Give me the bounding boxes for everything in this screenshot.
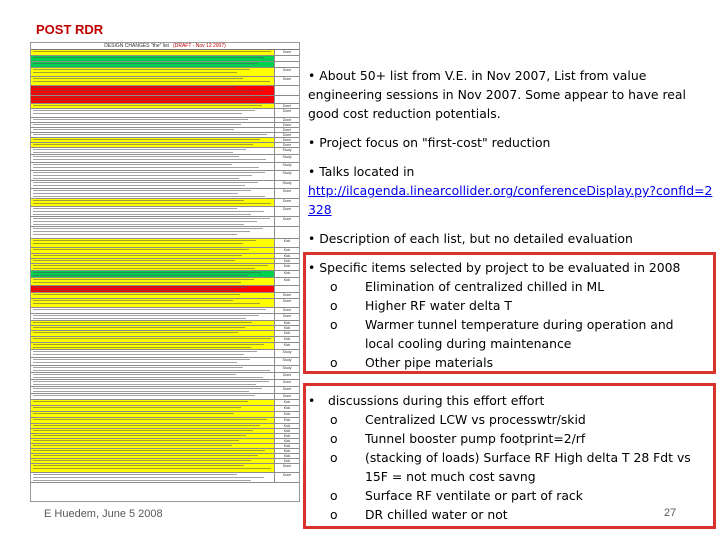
document-row-category: Done: [274, 50, 299, 55]
document-row-category: Done: [274, 473, 299, 482]
box1-item: o Other pipe materials: [330, 355, 494, 370]
document-row: [31, 380, 299, 387]
document-row-textline: [33, 359, 250, 360]
document-row-category: Kick: [274, 418, 299, 423]
box2-item: o Surface RF ventilate or part of rack: [330, 488, 583, 503]
document-row-textline: [33, 175, 252, 176]
document-row-category: Done: [274, 138, 299, 142]
document-row-category: Kick: [274, 400, 299, 405]
document-row: [31, 350, 299, 358]
document-row-category: Done: [274, 380, 299, 386]
document-row-textline: [33, 134, 267, 135]
document-header-title: DESIGN CHANGES "the" list: [104, 43, 169, 49]
document-row-category: Done: [274, 68, 299, 76]
document-row-category: Kick: [274, 424, 299, 428]
document-row-textline: [33, 309, 266, 310]
document-row-textline: [33, 367, 243, 368]
document-row-textline: [33, 332, 238, 333]
document-row: [31, 358, 299, 366]
document-row-textline: [33, 347, 251, 348]
box2-intro: discussions during this effort effort: [328, 393, 545, 408]
document-row-category: [274, 227, 299, 238]
document-row-category: Done: [274, 109, 299, 117]
document-row: [31, 68, 299, 77]
talks-link[interactable]: http://ilcagenda.linearcollider.org/conferenceDisplay.py?confId=2328: [308, 183, 713, 217]
document-row-textline: [33, 144, 253, 145]
document-row-textline: [33, 315, 259, 316]
document-row-category: Kick: [274, 326, 299, 330]
document-row-category: Kick: [274, 259, 299, 263]
document-row-category: Study: [274, 155, 299, 162]
document-row-textline: [33, 377, 263, 378]
document-row: [31, 464, 299, 473]
document-row-category: Done: [274, 394, 299, 399]
document-row-textline: [33, 468, 271, 469]
document-row-textline: [33, 93, 250, 94]
document-row-category: Study: [274, 366, 299, 372]
document-row-textline: [33, 282, 241, 283]
document-row-textline: [33, 119, 248, 120]
document-row-textline: [33, 287, 247, 288]
document-row-textline: [33, 401, 248, 402]
document-row-textline: [33, 124, 241, 125]
document-row-category: Done: [274, 199, 299, 206]
document-row-textline: [33, 395, 255, 396]
document-row: [31, 207, 299, 217]
box1-intro: • Specific items selected by project to be evaluated in 2008: [308, 260, 681, 275]
document-row: [31, 227, 299, 239]
box2-item: o (stacking of loads) Surface RF High delta T 28 Fdt vs 15F = not much cost savng: [330, 450, 691, 484]
document-row: [31, 343, 299, 350]
box2-item: o DR chilled water or not: [330, 507, 508, 522]
document-row-category: Study: [274, 181, 299, 188]
document-row-textline: [33, 193, 238, 194]
document-row-textline: [33, 178, 239, 179]
document-row-textline: [33, 218, 270, 219]
document-row-category: Done: [274, 299, 299, 307]
bullet-talks-text: • Talks located in: [308, 164, 415, 179]
document-row-category: Kick: [274, 331, 299, 336]
document-row-textline: [33, 167, 259, 168]
document-row: [31, 155, 299, 163]
bullet-about-list: [308, 66, 718, 123]
box2-bullet: •: [308, 393, 316, 408]
document-row-textline: [33, 182, 258, 183]
document-row-textline: [33, 460, 251, 461]
document-row-textline: [33, 200, 244, 201]
document-row-textline: [33, 139, 260, 140]
document-row-textline: [33, 152, 233, 153]
document-row-textline: [33, 211, 264, 212]
document-row-category: Study: [274, 350, 299, 357]
document-row: [31, 314, 299, 321]
document-row-category: Kick: [274, 248, 299, 253]
slide-title: POST RDR: [36, 22, 104, 37]
document-row: [31, 271, 299, 278]
document-row-textline: [33, 172, 265, 173]
document-row-textline: [33, 344, 264, 345]
document-row-textline: [33, 351, 257, 352]
document-row-textline: [33, 190, 251, 191]
document-row-textline: [33, 51, 271, 52]
document-row-textline: [33, 164, 232, 165]
box2-item: o Tunnel booster pump footprint=2/rf: [330, 431, 586, 446]
document-row-category: Kick: [274, 429, 299, 433]
document-row-category: [274, 86, 299, 95]
document-row-textline: [33, 255, 242, 256]
document-row-textline: [33, 381, 269, 382]
document-row-category: Kick: [274, 444, 299, 448]
document-row-textline: [33, 384, 256, 385]
bullet-description-text: • Description of each list, but no detailed evaluation: [308, 231, 633, 246]
document-header: [31, 43, 299, 50]
document-row-category: Kick: [274, 439, 299, 443]
document-row-category: Done: [274, 189, 299, 198]
document-row: [31, 199, 299, 207]
document-row-category: Done: [274, 314, 299, 320]
document-row-textline: [33, 268, 255, 269]
document-row-category: Study: [274, 163, 299, 170]
document-row: [31, 299, 299, 308]
document-row-textline: [33, 275, 248, 276]
box1-item: o Elimination of centralized chilled in ML: [330, 279, 605, 294]
document-rows: [31, 50, 299, 483]
document-row-textline: [33, 69, 250, 70]
document-row: [31, 163, 299, 171]
document-thumbnail: [30, 42, 300, 502]
document-header-date: (DRAFT - Nov 12 2007): [173, 43, 226, 49]
box1-content: [308, 258, 718, 372]
document-row-category: Done: [274, 143, 299, 147]
document-row-textline: [33, 474, 237, 475]
document-row-textline: [33, 221, 257, 222]
document-row: [31, 86, 299, 96]
document-row-category: Kick: [274, 271, 299, 277]
document-row-textline: [33, 272, 261, 273]
document-row-category: Kick: [274, 321, 299, 325]
bullet-project-focus-text: • Project focus on "first-cost" reduction: [308, 135, 551, 150]
document-row-textline: [33, 407, 241, 408]
document-row: [31, 77, 299, 86]
document-row: [31, 181, 299, 189]
document-row-textline: [33, 156, 239, 157]
document-row-category: Done: [274, 123, 299, 127]
document-row: [31, 109, 299, 118]
document-row: [31, 286, 299, 293]
document-row-textline: [33, 100, 256, 101]
document-row-category: Study: [274, 171, 299, 180]
document-row-category: Done: [274, 387, 299, 393]
document-row-textline: [33, 196, 265, 197]
document-row: [31, 366, 299, 373]
document-row-textline: [33, 240, 256, 241]
document-row-textline: [33, 318, 246, 319]
document-row-textline: [33, 228, 263, 229]
document-row-textline: [33, 97, 269, 98]
document-row-textline: [33, 57, 264, 58]
document-row-textline: [33, 279, 254, 280]
bullet-description: [308, 229, 718, 248]
document-row-textline: [33, 450, 265, 451]
document-row-textline: [33, 388, 262, 389]
document-row-textline: [33, 435, 246, 436]
document-row-textline: [33, 477, 264, 478]
document-row-category: Done: [274, 464, 299, 472]
document-row-textline: [33, 445, 232, 446]
document-row-category: Done: [274, 118, 299, 122]
document-row-textline: [33, 430, 253, 431]
document-row-textline: [33, 185, 245, 186]
document-row-textline: [33, 159, 266, 160]
document-row: [31, 387, 299, 394]
document-row-textline: [33, 419, 267, 420]
document-row-textline: [33, 374, 236, 375]
document-row-category: Kick: [274, 264, 299, 270]
document-row: [31, 148, 299, 155]
document-row-category: Kick: [274, 239, 299, 247]
document-row-textline: [33, 81, 270, 82]
document-row-textline: [33, 105, 262, 106]
document-row-category: Kick: [274, 459, 299, 463]
document-row-textline: [33, 354, 244, 355]
document-row-category: Kick: [274, 406, 299, 411]
bullet-about-list-text: • About 50+ list from V.E. in Nov 2007, List from value engineering sessions in Nov 2007. Some appear to have real good cost reduction potentials.: [308, 68, 686, 121]
document-row: [31, 239, 299, 248]
document-row-textline: [33, 249, 249, 250]
document-row-category: Done: [274, 207, 299, 216]
document-row-textline: [33, 63, 257, 64]
document-row-category: Done: [274, 77, 299, 85]
document-row-category: Kick: [274, 278, 299, 285]
document-row: [31, 189, 299, 199]
box2-item: o Centralized LCW vs processwtr/skid: [330, 412, 586, 427]
document-row-textline: [33, 90, 263, 91]
bullet-project-focus: [308, 133, 718, 152]
document-row-textline: [33, 362, 237, 363]
document-row-textline: [33, 231, 250, 232]
document-row-category: Done: [274, 104, 299, 108]
document-row-textline: [33, 234, 237, 235]
document-row: [31, 217, 299, 227]
document-row-textline: [33, 290, 234, 291]
footer-author: E Huedem, June 5 2008: [44, 508, 163, 520]
document-row-textline: [33, 110, 255, 111]
document-row-category: Done: [274, 293, 299, 298]
document-row-category: Kick: [274, 449, 299, 453]
bullet-talks: [308, 162, 718, 219]
document-row-textline: [33, 214, 251, 215]
document-row-textline: [33, 260, 235, 261]
document-row-category: Kick: [274, 254, 299, 258]
box1-item: o Higher RF water delta T: [330, 298, 512, 313]
document-row-category: Kick: [274, 434, 299, 438]
document-row-category: Kick: [274, 412, 299, 417]
document-row-textline: [33, 294, 240, 295]
document-row: [31, 278, 299, 286]
document-row-category: [274, 56, 299, 61]
document-row: [31, 473, 299, 483]
document-row-textline: [33, 78, 243, 79]
document-row-category: [274, 62, 299, 67]
document-row-category: Study: [274, 148, 299, 154]
document-row-textline: [33, 425, 260, 426]
document-row-category: Done: [274, 373, 299, 379]
document-row-category: Done: [274, 308, 299, 313]
document-row-textline: [33, 129, 234, 130]
document-row-textline: [33, 440, 239, 441]
document-row-category: Kick: [274, 337, 299, 342]
box2-content: [308, 391, 718, 524]
document-row-category: Done: [274, 128, 299, 132]
document-row-textline: [33, 455, 258, 456]
document-row-textline: [33, 370, 270, 371]
document-row: [31, 264, 299, 271]
document-row-category: Kick: [274, 343, 299, 349]
document-row-textline: [33, 208, 237, 209]
document-row-textline: [33, 243, 243, 244]
document-row-textline: [33, 149, 246, 150]
page-number: 27: [664, 507, 677, 519]
document-row: [31, 373, 299, 380]
document-row: [31, 96, 299, 104]
document-row-textline: [33, 391, 249, 392]
document-row-category: Done: [274, 133, 299, 137]
document-row-category: [274, 96, 299, 103]
document-row-category: [274, 286, 299, 292]
document-row-textline: [33, 113, 242, 114]
box1-item: o Warmer tunnel temperature during operation and local cooling during maintenance: [330, 317, 674, 351]
document-row-textline: [33, 224, 244, 225]
document-row-textline: [33, 72, 237, 73]
document-row-category: Study: [274, 358, 299, 365]
document-row-textline: [33, 322, 252, 323]
document-row-textline: [33, 413, 234, 414]
document-row: [31, 171, 299, 181]
document-row-textline: [33, 203, 271, 204]
document-row-textline: [33, 265, 268, 266]
document-row-textline: [33, 327, 245, 328]
document-row-textline: [33, 303, 260, 304]
document-row-textline: [33, 465, 244, 466]
document-row-category: Kick: [274, 454, 299, 458]
document-row-textline: [33, 300, 233, 301]
document-row-textline: [33, 87, 236, 88]
document-row-category: Done: [274, 217, 299, 226]
document-row-textline: [33, 480, 251, 481]
document-row-textline: [33, 338, 271, 339]
